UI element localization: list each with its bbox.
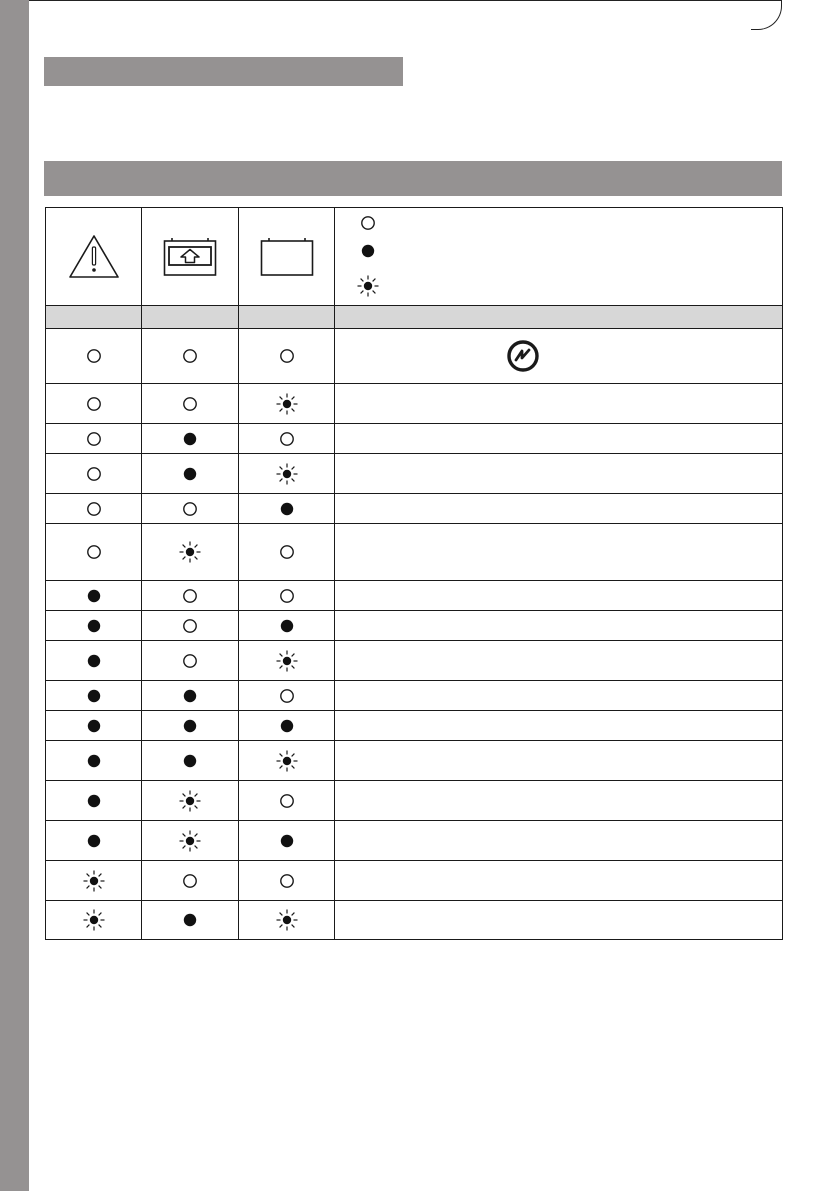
subheader-cell	[142, 306, 239, 329]
led-off-icon	[276, 428, 298, 450]
status-description	[335, 781, 783, 821]
warning-led-cell	[46, 741, 142, 781]
led-flashing-icon	[276, 393, 298, 415]
table-row	[46, 329, 783, 384]
charging-led-cell	[142, 641, 239, 681]
warning-led-cell	[46, 611, 142, 641]
status-description	[335, 741, 783, 781]
led-off-icon	[276, 345, 298, 367]
led-on-icon	[179, 463, 201, 485]
warning-led-cell	[46, 384, 142, 424]
table-row	[46, 581, 783, 611]
battery-led-cell	[239, 901, 335, 940]
header-charging-cell	[142, 208, 239, 306]
charging-led-cell	[142, 821, 239, 861]
led-off-icon	[83, 345, 105, 367]
page-side-stripe	[0, 0, 29, 1191]
status-description	[335, 711, 783, 741]
legend-cell	[335, 208, 783, 306]
led-flashing-icon	[357, 275, 379, 297]
charging-led-cell	[142, 901, 239, 940]
led-off-icon	[276, 541, 298, 563]
led-flashing-icon	[276, 650, 298, 672]
led-off-icon	[83, 463, 105, 485]
status-description	[335, 454, 783, 494]
led-on-icon	[276, 615, 298, 637]
led-off-icon	[276, 790, 298, 812]
legend-item-on	[357, 240, 379, 262]
led-on-icon	[276, 830, 298, 852]
table-row	[46, 741, 783, 781]
charging-led-cell	[142, 861, 239, 901]
led-off-icon	[276, 685, 298, 707]
charging-led-cell	[142, 611, 239, 641]
charging-led-cell	[142, 454, 239, 494]
charging-led-cell	[142, 781, 239, 821]
subheader-cell	[335, 306, 783, 329]
table-row	[46, 861, 783, 901]
led-on-icon	[179, 750, 201, 772]
led-off-icon	[83, 498, 105, 520]
battery-led-cell	[239, 781, 335, 821]
section-heading-bar	[44, 57, 403, 86]
top-rule-line	[29, 0, 782, 1]
charging-led-cell	[142, 494, 239, 524]
led-off-icon	[179, 650, 201, 672]
led-off-icon	[83, 428, 105, 450]
status-description	[335, 681, 783, 711]
led-flashing-icon	[179, 790, 201, 812]
led-on-icon	[276, 715, 298, 737]
charging-led-cell	[142, 424, 239, 454]
led-off-icon	[179, 498, 201, 520]
led-on-icon	[83, 615, 105, 637]
warning-led-cell	[46, 781, 142, 821]
led-flashing-icon	[276, 750, 298, 772]
led-legend	[335, 209, 782, 305]
battery-charge-up-icon	[163, 237, 217, 277]
header-warning-cell	[46, 208, 142, 306]
led-on-icon	[357, 240, 379, 262]
warning-led-cell	[46, 581, 142, 611]
table-row	[46, 681, 783, 711]
legend-item-flashing	[357, 275, 379, 297]
led-off-icon	[276, 870, 298, 892]
status-description	[335, 581, 783, 611]
status-description	[335, 861, 783, 901]
charging-led-cell	[142, 329, 239, 384]
table-heading-bar	[44, 161, 782, 196]
led-flashing-icon	[179, 830, 201, 852]
led-on-icon	[276, 498, 298, 520]
battery-led-cell	[239, 581, 335, 611]
led-status-table	[45, 207, 783, 940]
warning-led-cell	[46, 329, 142, 384]
led-on-icon	[179, 428, 201, 450]
led-off-icon	[179, 393, 201, 415]
status-description	[335, 641, 783, 681]
led-flashing-icon	[179, 541, 201, 563]
warning-led-cell	[46, 901, 142, 940]
led-on-icon	[83, 790, 105, 812]
charging-led-cell	[142, 524, 239, 581]
warning-led-cell	[46, 861, 142, 901]
table-row	[46, 611, 783, 641]
battery-led-cell	[239, 424, 335, 454]
led-off-icon	[83, 393, 105, 415]
led-flashing-icon	[83, 870, 105, 892]
table-row	[46, 524, 783, 581]
status-description	[335, 494, 783, 524]
battery-icon	[260, 237, 314, 277]
battery-led-cell	[239, 711, 335, 741]
warning-led-cell	[46, 711, 142, 741]
status-description	[335, 424, 783, 454]
led-off-icon	[357, 212, 379, 234]
top-rule-hook	[751, 0, 782, 30]
battery-led-cell	[239, 611, 335, 641]
led-flashing-icon	[276, 909, 298, 931]
led-on-icon	[179, 909, 201, 931]
battery-led-cell	[239, 384, 335, 424]
status-description	[335, 611, 783, 641]
header-battery-cell	[239, 208, 335, 306]
warning-led-cell	[46, 821, 142, 861]
warning-led-cell	[46, 681, 142, 711]
table-row	[46, 711, 783, 741]
battery-led-cell	[239, 741, 335, 781]
battery-led-cell	[239, 454, 335, 494]
legend-item-off	[357, 212, 379, 234]
charging-led-cell	[142, 581, 239, 611]
table-row	[46, 781, 783, 821]
led-flashing-icon	[83, 909, 105, 931]
table-subheader-row	[46, 306, 783, 329]
table-row	[46, 454, 783, 494]
led-flashing-icon	[276, 463, 298, 485]
warning-led-cell	[46, 454, 142, 494]
warning-led-cell	[46, 524, 142, 581]
led-off-icon	[179, 870, 201, 892]
battery-led-cell	[239, 329, 335, 384]
table-header-row	[46, 208, 783, 306]
page-top-rule	[29, 0, 839, 40]
battery-led-cell	[239, 681, 335, 711]
charging-led-cell	[142, 681, 239, 711]
led-on-icon	[83, 585, 105, 607]
led-on-icon	[83, 650, 105, 672]
warning-led-cell	[46, 494, 142, 524]
led-on-icon	[83, 685, 105, 707]
charging-led-cell	[142, 711, 239, 741]
table-row	[46, 901, 783, 940]
led-on-icon	[83, 750, 105, 772]
battery-led-cell	[239, 641, 335, 681]
led-off-icon	[83, 541, 105, 563]
warning-led-cell	[46, 424, 142, 454]
battery-led-cell	[239, 524, 335, 581]
led-off-icon	[179, 345, 201, 367]
charging-led-cell	[142, 384, 239, 424]
led-off-icon	[179, 585, 201, 607]
status-description	[335, 384, 783, 424]
led-on-icon	[83, 830, 105, 852]
subheader-cell	[239, 306, 335, 329]
warning-led-cell	[46, 641, 142, 681]
led-on-icon	[179, 685, 201, 707]
charging-led-cell	[142, 741, 239, 781]
warning-triangle-icon	[67, 233, 121, 281]
table-row	[46, 424, 783, 454]
led-off-icon	[179, 615, 201, 637]
status-description	[335, 329, 783, 384]
led-off-icon	[276, 585, 298, 607]
subheader-cell	[46, 306, 142, 329]
status-description	[335, 524, 783, 581]
status-description	[335, 901, 783, 940]
table-row	[46, 641, 783, 681]
table-row	[46, 494, 783, 524]
battery-led-cell	[239, 494, 335, 524]
fault-mode-icon	[507, 340, 539, 372]
table-row	[46, 384, 783, 424]
table-row	[46, 821, 783, 861]
battery-led-cell	[239, 861, 335, 901]
led-on-icon	[179, 715, 201, 737]
status-description	[335, 821, 783, 861]
battery-led-cell	[239, 821, 335, 861]
led-on-icon	[83, 715, 105, 737]
